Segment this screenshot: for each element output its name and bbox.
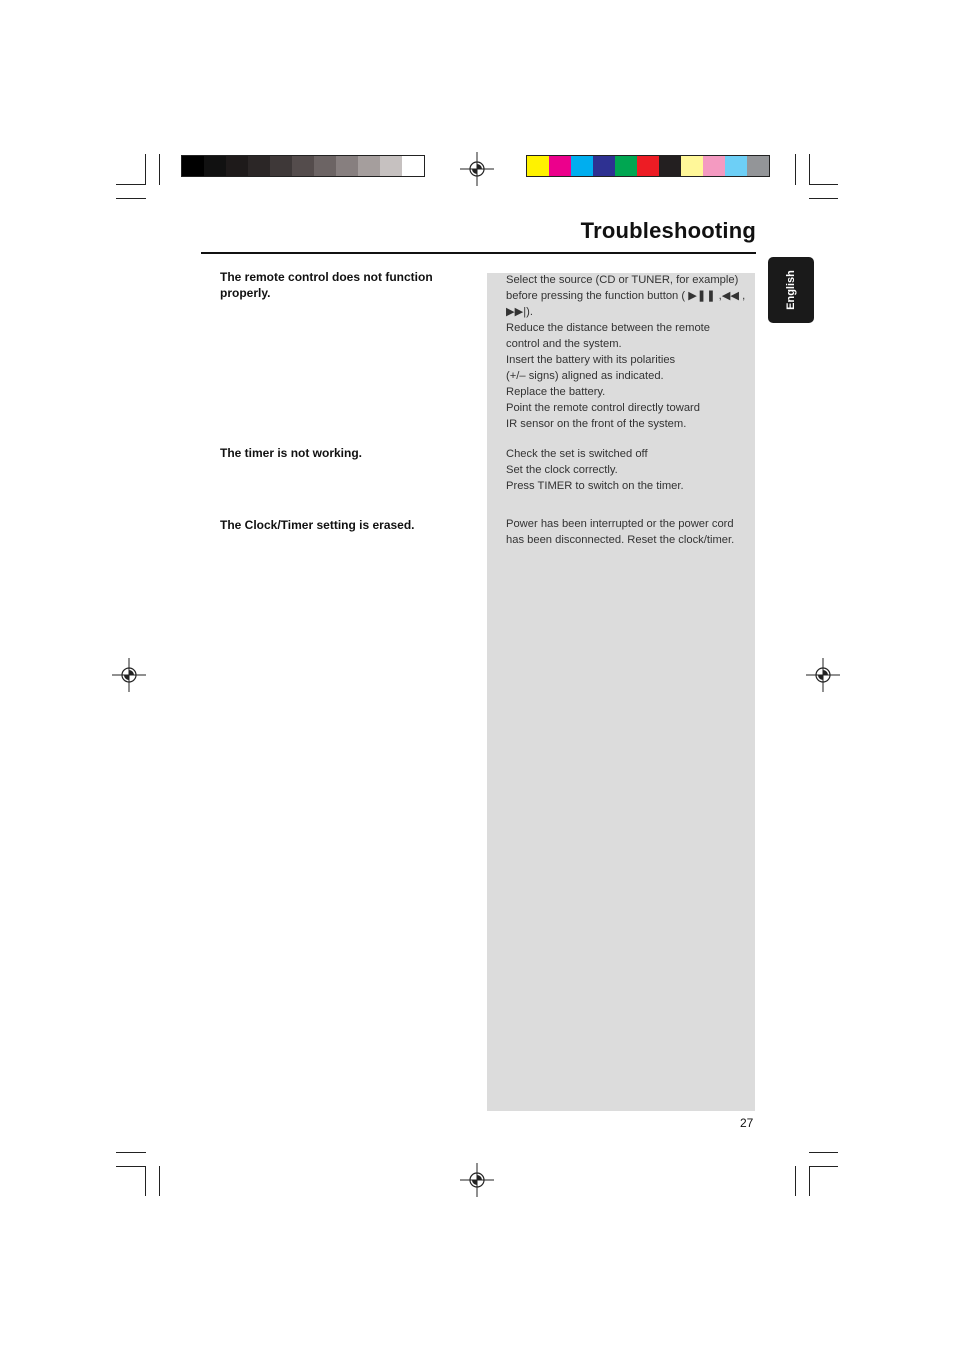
crop-mark (116, 1152, 146, 1153)
problem-heading: The remote control does not function properly. (220, 270, 433, 300)
color-swatch (336, 156, 358, 176)
solution-line: control and the system. (506, 338, 622, 350)
color-swatch (593, 156, 615, 176)
registration-mark-icon (460, 152, 494, 186)
color-swatch (270, 156, 292, 176)
color-swatch (615, 156, 637, 176)
crop-mark (795, 154, 796, 185)
color-swatch (182, 156, 204, 176)
color-swatch (402, 156, 424, 176)
color-swatch (637, 156, 659, 176)
color-swatch (358, 156, 380, 176)
page-title: Troubleshooting (580, 218, 756, 243)
crop-mark (116, 184, 146, 185)
solution-line: Check the set is switched off (506, 448, 648, 460)
color-swatch (747, 156, 769, 176)
problem-heading: The Clock/Timer setting is erased. (220, 518, 415, 532)
solution-list (506, 446, 751, 494)
solution-list (506, 272, 751, 432)
solution-line: Point the remote control directly toward (506, 402, 701, 414)
crop-mark (809, 1166, 810, 1196)
solution-line: Replace the battery. (506, 386, 606, 398)
color-swatch (703, 156, 725, 176)
crop-mark (809, 184, 838, 185)
title-divider (201, 252, 756, 254)
color-swatch (571, 156, 593, 176)
color-swatch (549, 156, 571, 176)
crop-mark (159, 1166, 160, 1196)
registration-mark-icon (806, 658, 840, 692)
registration-mark-icon (112, 658, 146, 692)
crop-mark (116, 198, 146, 199)
language-tab (768, 257, 814, 323)
color-swatch (248, 156, 270, 176)
crop-mark (809, 198, 838, 199)
solution-line: (+/– signs) aligned as indicated. (506, 370, 664, 382)
page-number: 27 (740, 1116, 754, 1130)
color-swatch (204, 156, 226, 176)
crop-mark (116, 1166, 146, 1167)
crop-mark (809, 154, 810, 185)
solution-line: IR sensor on the front of the system. (506, 418, 687, 430)
solution-line: Select the source (CD or TUNER, for example) (506, 274, 739, 286)
crop-mark (159, 154, 160, 185)
solution-line: Reduce the distance between the remote (506, 322, 710, 334)
color-swatch (226, 156, 248, 176)
color-swatch (659, 156, 681, 176)
solution-line: Insert the battery with its polarities (506, 354, 676, 366)
crop-mark (145, 1166, 146, 1196)
color-calibration-bar (526, 155, 770, 177)
crop-mark (145, 154, 146, 185)
color-swatch (292, 156, 314, 176)
color-swatch (725, 156, 747, 176)
grayscale-calibration-bar (181, 155, 425, 177)
crop-mark (795, 1166, 796, 1196)
language-tab-label: English (785, 270, 797, 310)
color-swatch (314, 156, 336, 176)
color-swatch (380, 156, 402, 176)
crop-mark (809, 1166, 838, 1167)
solution-line: Power has been interrupted or the power cord (506, 518, 734, 530)
problem-heading: The timer is not working. (220, 446, 363, 460)
registration-mark-icon (460, 1163, 494, 1197)
crop-mark (809, 1152, 838, 1153)
solution-line: Press TIMER to switch on the timer. (506, 480, 684, 492)
color-swatch (681, 156, 703, 176)
solution-line: has been disconnected. Reset the clock/timer. (506, 534, 735, 546)
color-swatch (527, 156, 549, 176)
solution-line: before pressing the function button ( ▶❚❚ ,◀◀ , (506, 290, 746, 302)
solution-list (506, 516, 751, 548)
solution-line: ▶▶|). (506, 306, 533, 318)
solution-line: Set the clock correctly. (506, 464, 618, 476)
